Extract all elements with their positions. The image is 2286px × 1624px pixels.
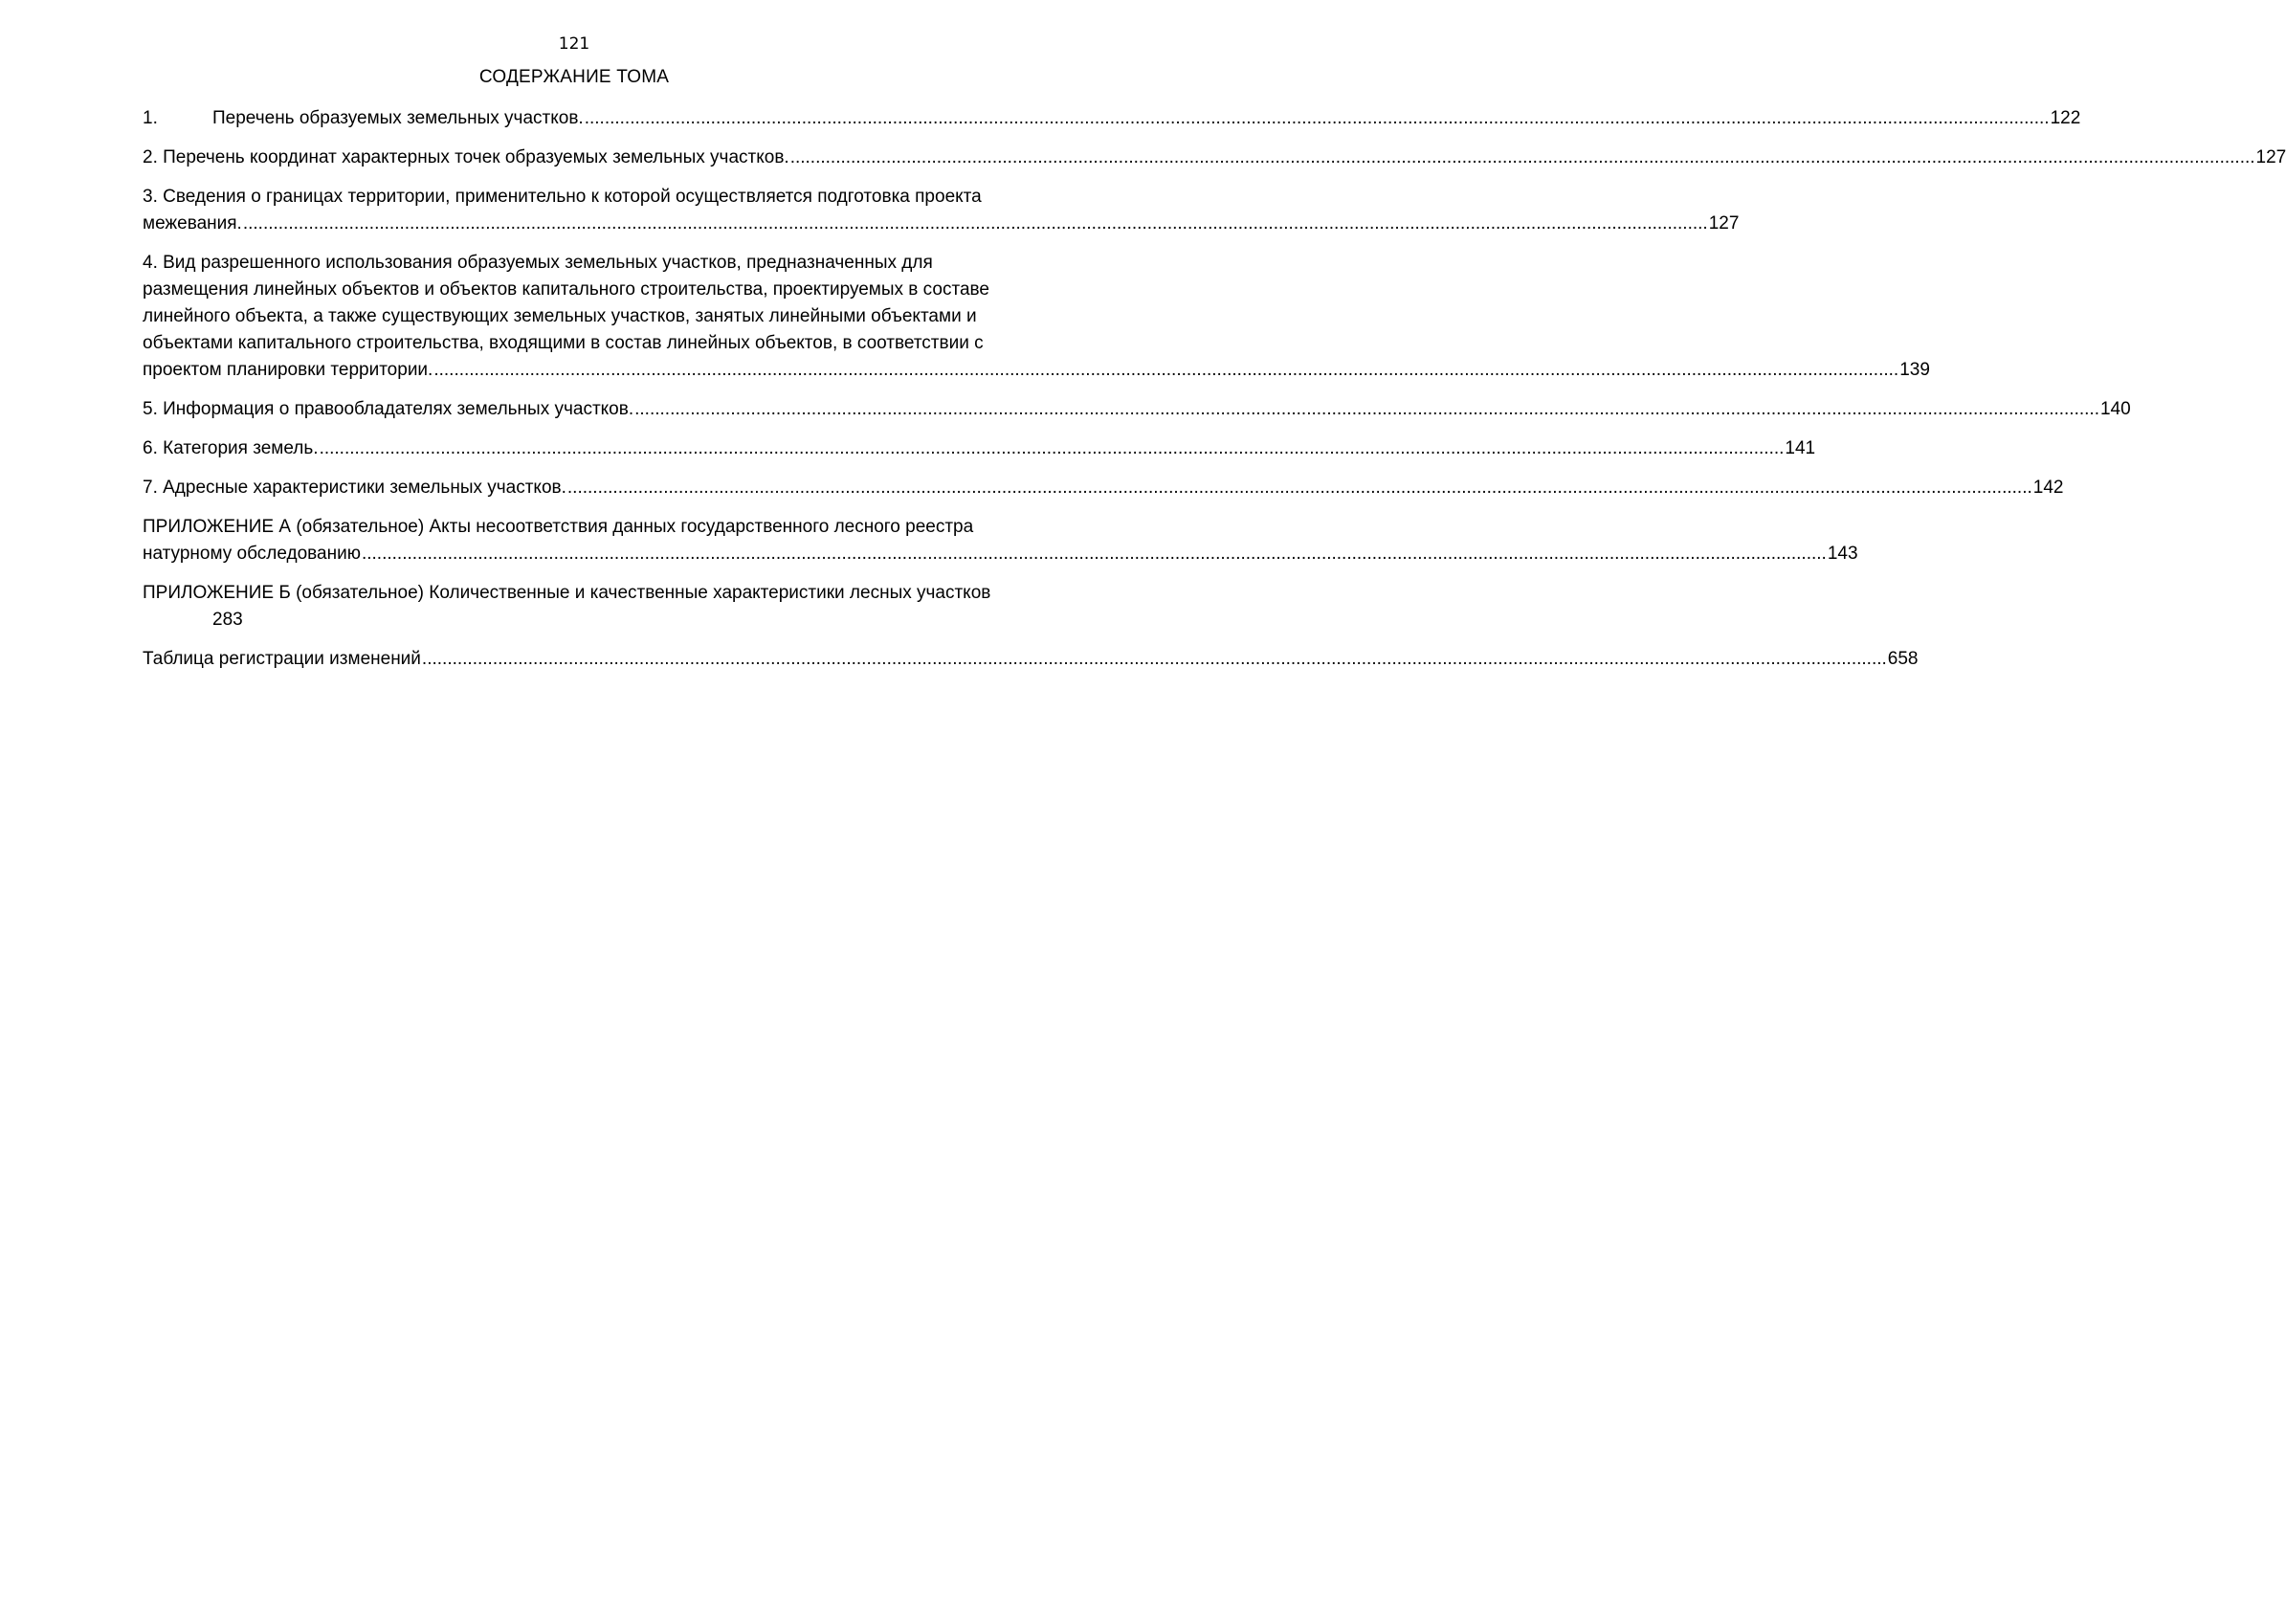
toc-entry-line <box>143 396 2131 423</box>
toc-entry-3[interactable] <box>143 184 1740 237</box>
toc-entry-number: 1. <box>143 108 158 128</box>
toc-entry-title: 7. Адресные характеристики земельных участков. <box>143 478 566 498</box>
toc-entry-7[interactable] <box>143 475 2064 501</box>
toc-entry-title: Перечень образуемых земельных участков. <box>212 108 584 128</box>
toc-entry-page: 143 <box>1827 544 1858 564</box>
toc-entry-title-line: ПРИЛОЖЕНИЕ Б (обязательное) Количественные и качественные характеристики лесных участков <box>143 583 991 603</box>
toc-entry-line <box>143 145 2286 171</box>
toc-entry-page: 141 <box>1785 438 1816 458</box>
toc-entry-line <box>143 357 1930 384</box>
toc-entry-title: натурному обследованию <box>143 544 361 564</box>
toc-entry-line <box>143 475 2064 501</box>
toc-entry-title-line: 3. Сведения о границах территории, применительно к которой осуществляется подготовка проекта <box>143 187 982 207</box>
toc-entry-title: 5. Информация о правообладателях земельных участков. <box>143 399 634 419</box>
dot-leader <box>585 105 2050 132</box>
toc-entry-title: 2. Перечень координат характерных точек образуемых земельных участков. <box>143 147 789 167</box>
table-of-contents <box>143 105 2286 685</box>
toc-entry-line <box>143 105 2081 132</box>
toc-entry-page: 140 <box>2099 399 2131 419</box>
dot-leader <box>320 435 1785 462</box>
page-number: 121 <box>558 34 590 54</box>
toc-entry-6[interactable] <box>143 435 1816 462</box>
dot-leader <box>422 646 1887 673</box>
toc-entry-title: 6. Категория земель. <box>143 438 319 458</box>
toc-entry-title: Таблица регистрации изменений <box>143 649 421 669</box>
toc-entry-title-line: размещения линейных объектов и объектов капитального строительства, проектируемых в составе <box>143 279 989 300</box>
toc-entry-appendix-a[interactable] <box>143 514 1858 567</box>
toc-title: СОДЕРЖАНИЕ ТОМА <box>478 67 670 87</box>
toc-entry-line <box>143 646 1919 673</box>
toc-entry-page: 283 <box>212 610 243 630</box>
dot-leader <box>433 357 1898 384</box>
dot-leader <box>362 541 1827 567</box>
dot-leader <box>567 475 2032 501</box>
toc-entry-page: 122 <box>2050 108 2081 128</box>
toc-entry-page: 127 <box>1708 213 1740 234</box>
toc-entry-page: 658 <box>1887 649 1919 669</box>
toc-entry-1[interactable] <box>143 105 2081 132</box>
toc-entry-title-line: линейного объекта, а также существующих земельных участков, занятых линейными объектами и <box>143 306 977 326</box>
toc-entry-title: межевания. <box>143 213 242 234</box>
toc-entry-line <box>143 541 1858 567</box>
toc-entry-appendix-b[interactable] <box>143 580 1092 634</box>
toc-entry-change-log[interactable] <box>143 646 1919 673</box>
toc-entry-page: 127 <box>2255 147 2286 167</box>
toc-entry-title-line: ПРИЛОЖЕНИЕ А (обязательное) Акты несоответствия данных государственного лесного реестра <box>143 517 974 537</box>
toc-entry-text <box>143 105 584 132</box>
toc-entry-page: 142 <box>2032 478 2064 498</box>
toc-entry-line <box>143 211 1740 237</box>
dot-leader <box>243 211 1708 237</box>
toc-entry-line <box>143 435 1816 462</box>
toc-entry-title-line: объектами капитального строительства, входящими в состав линейных объектов, в соответствии с <box>143 333 984 353</box>
dot-leader <box>634 396 2099 423</box>
toc-entry-title: проектом планировки территории. <box>143 360 433 380</box>
toc-entry-page: 139 <box>1899 360 1930 380</box>
toc-entry-title-line: 4. Вид разрешенного использования образуемых земельных участков, предназначенных для <box>143 253 933 273</box>
toc-entry-5[interactable] <box>143 396 2131 423</box>
toc-entry-4[interactable] <box>143 250 1930 384</box>
dot-leader <box>790 145 2255 171</box>
toc-entry-2[interactable] <box>143 145 2286 171</box>
